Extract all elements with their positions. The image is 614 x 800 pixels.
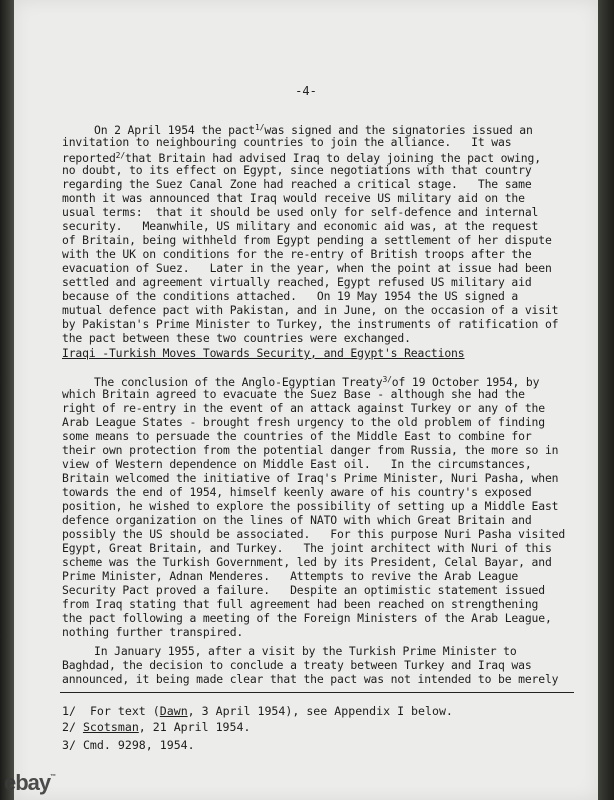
page-number: -4- — [295, 84, 317, 98]
text-line: regarding the Suez Canal Zone had reached a critical stage. The same — [62, 177, 532, 191]
text-line: Security Pact proved a failure. Despite an optimistic statement issued — [62, 583, 545, 597]
section-heading: Iraqi -Turkish Moves Towards Security, and Egypt's Reactions — [62, 346, 465, 360]
text-line: mutual defence pact with Pakistan, and in June, on the occasion of a visit — [62, 303, 559, 317]
text-line: Britain welcomed the initiative of Iraq's Prime Minister, Nuri Pasha, when — [62, 471, 559, 485]
text-line: In January 1955, after a visit by the Turkish Prime Minister to — [94, 644, 517, 658]
text-line: of Britain, being withheld from Egypt pending a settlement of her dispute — [62, 233, 552, 247]
footnote-1: 1/ For text (Dawn, 3 April 1954), see Appendix I below. — [62, 704, 453, 718]
text-line: their own protection from the potential danger from Russia, the more so in — [62, 443, 559, 457]
text-line: with the UK on conditions for the re-entry of British troops after the — [62, 247, 532, 261]
text-line: announced, it being made clear that the pact was not intended to be merely — [62, 672, 559, 686]
text-line: month it was announced that Iraq would receive US military aid on the — [62, 191, 525, 205]
text-line: Egypt, Great Britain, and Turkey. The joint architect with Nuri of this — [62, 541, 552, 555]
text-line: the pact between these two countries were exchanged. — [62, 331, 411, 345]
text-line: security. Meanwhile, US military and economic aid was, at the request — [62, 219, 539, 233]
text-line: evacuation of Suez. Later in the year, when the point at issue had been — [62, 261, 552, 275]
document-page — [14, 0, 598, 800]
text-line: right of re-entry in the event of an attack against Turkey or any of the — [62, 401, 545, 415]
text-line: some means to persuade the countries of the Middle East to combine for — [62, 429, 532, 443]
binder-edge-right — [598, 0, 614, 800]
ebay-watermark: ebay™ — [4, 770, 56, 795]
text-line: scheme was the Turkish Government, led by its President, Celal Bayar, and — [62, 555, 552, 569]
text-line: Baghdad, the decision to conclude a treaty between Turkey and Iraq was — [62, 658, 532, 672]
text-line: On 2 April 1954 the pact$^{1/}$was signed and the signatories issued an — [94, 123, 533, 137]
text-line: nothing further transpired. — [62, 625, 244, 639]
text-line: invitation to neighbouring countries to join the alliance. It was — [62, 135, 512, 149]
text-line: towards the end of 1954, himself keenly aware of his country's exposed — [62, 485, 532, 499]
footnote-ref-2: 2/ — [115, 151, 126, 160]
text-line: The conclusion of the Anglo-Egyptian Treaty$^{3/}$of 19 October 1954, by — [94, 375, 540, 389]
footnote-2: 2/ Scotsman, 21 April 1954. — [62, 720, 251, 734]
footnote-divider — [60, 692, 574, 693]
text-line: possibly the US should be associated. For this purpose Nuri Pasha visited — [62, 527, 566, 541]
text-line: no doubt, to its effect on Egypt, since negotiations with that country — [62, 163, 532, 177]
text-line: by Pakistan's Prime Minister to Turkey, the instruments of ratification of — [62, 317, 559, 331]
text-line: Prime Minister, Adnan Menderes. Attempts to revive the Arab League — [62, 569, 519, 583]
binder-edge-left — [0, 0, 14, 800]
footnote-3: 3/ Cmd. 9298, 1954. — [62, 738, 195, 752]
text-line: view of Western dependence on Middle East oil. In the circumstances, — [62, 457, 532, 471]
footnote-ref-3: 3/ — [382, 375, 392, 384]
text-line: because of the conditions attached. On 19 May 1954 the US signed a — [62, 289, 519, 303]
text-line: defence organization on the lines of NATO with which Great Britain and — [62, 513, 532, 527]
text-line: which Britain agreed to evacuate the Suez Base - although she had the — [62, 387, 525, 401]
footnote-ref-1: 1/ — [255, 123, 265, 132]
text-line: from Iraq stating that full agreement had been reached on strengthening — [62, 597, 539, 611]
text-line: Arab League States - brought fresh urgency to the old problem of finding — [62, 415, 545, 429]
text-line: settled and agreement virtually reached, Egypt refused US military aid — [62, 275, 532, 289]
text-line: reported$^{2/}$that Britain had advised Iraq to delay joining the pact owing, — [62, 151, 541, 165]
text-line: position, he wished to explore the possibility of setting up a Middle East — [62, 499, 559, 513]
text-line: the pact following a meeting of the Foreign Ministers of the Arab League, — [62, 611, 552, 625]
text-line: usual terms: that it should be used only for self-defence and internal — [62, 205, 539, 219]
